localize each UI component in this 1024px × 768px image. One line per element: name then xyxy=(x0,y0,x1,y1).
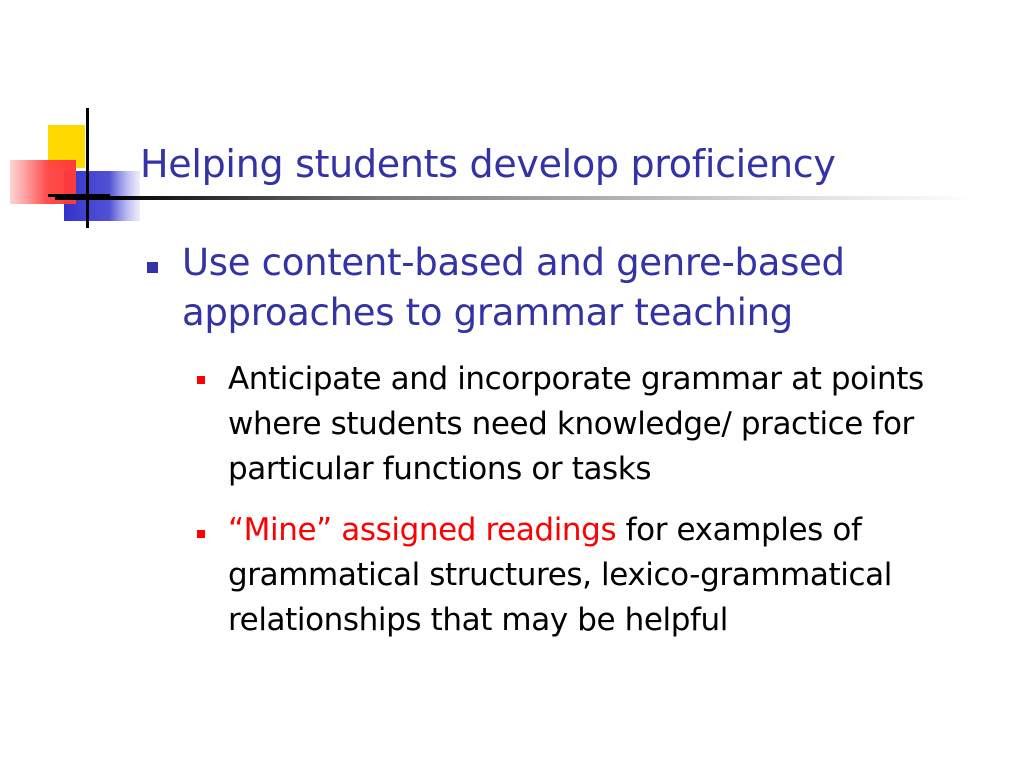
bullet-level2-text-anticipate: Anticipate and incorporate grammar at points where students need knowledge/ practice for particular functions or tasks xyxy=(228,361,924,487)
highlighted-phrase: “Mine” assigned readings xyxy=(228,512,617,548)
bullet-square-icon xyxy=(197,530,205,538)
bullet-text-rest: for examples of grammatical structures, lexico-grammatical relationships that may be helpful xyxy=(228,512,892,638)
bullet-level1-text: Use content-based and genre-based approaches to grammar teaching xyxy=(182,241,845,334)
slide-title: Helping students develop proficiency xyxy=(140,142,836,186)
bullet-level2-text-mine xyxy=(228,508,1008,643)
bullet-square-icon xyxy=(197,376,205,384)
bullet-square-icon xyxy=(147,262,158,273)
